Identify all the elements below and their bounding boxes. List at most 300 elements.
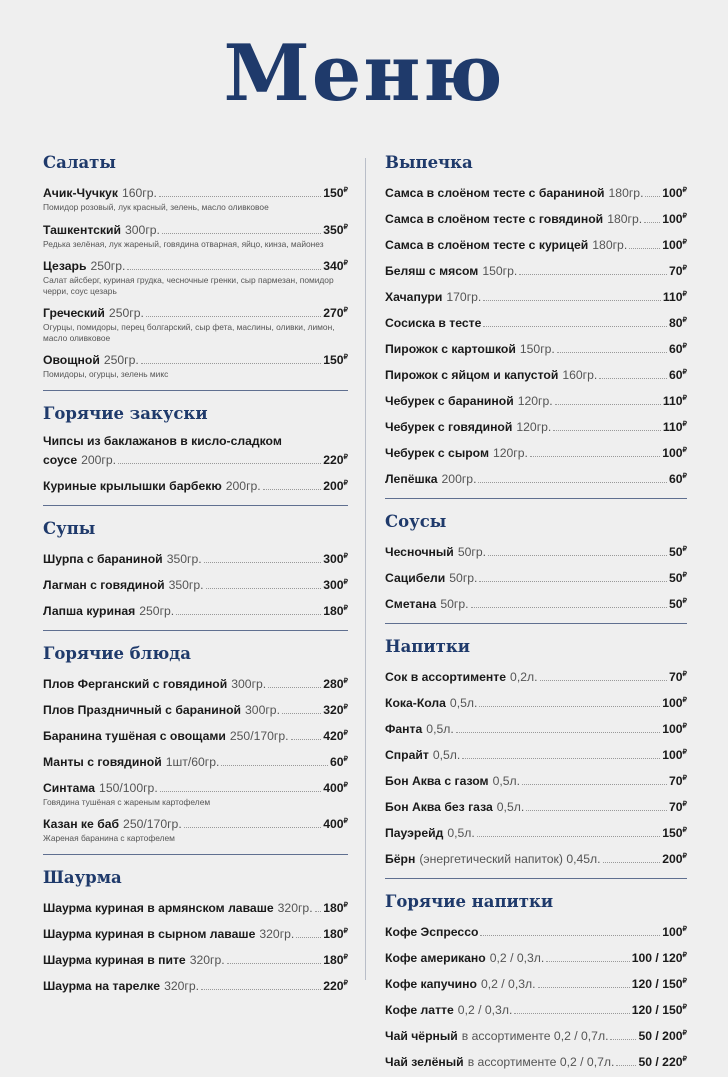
price-value: 70 — [668, 264, 683, 278]
item-price — [662, 822, 687, 842]
price-value: 60 — [668, 472, 683, 486]
item-weight: 1шт/60гр. — [165, 754, 220, 769]
menu-item — [385, 541, 687, 561]
item-row — [385, 312, 687, 332]
item-name: Чай зелёный — [385, 1055, 464, 1069]
item-weight: 300гр. — [245, 702, 280, 717]
item-price — [323, 182, 348, 202]
item-price — [663, 286, 687, 306]
item-price — [669, 593, 687, 613]
dot-leader — [479, 706, 660, 707]
menu-item — [385, 416, 687, 436]
dot-leader — [530, 456, 660, 457]
dot-leader — [555, 404, 661, 405]
item-weight: 250гр. — [139, 603, 175, 618]
section-title: Шаурма — [43, 867, 122, 887]
price-value: 100 — [662, 925, 683, 939]
item-price — [669, 364, 687, 384]
item-name: Плов Праздничный с бараниной — [43, 702, 242, 717]
item-weight: 120гр. — [516, 420, 552, 434]
item-weight: 0,5л. — [492, 774, 521, 788]
item-price — [662, 234, 687, 254]
item-name: Лепёшка — [385, 472, 438, 486]
item-weight: 0,2 / 0,3л. — [480, 977, 536, 991]
item-name: Фанта — [385, 722, 423, 736]
dot-leader — [546, 961, 629, 962]
menu-section — [43, 152, 348, 380]
item-weight: 0,2 / 0,3л. — [489, 951, 545, 965]
section-title: Напитки — [385, 637, 470, 656]
currency-sign: ₽ — [682, 291, 687, 298]
item-name: Бон Аква без газа — [385, 800, 493, 814]
item-weight: (энергетический напиток) 0,45л. — [419, 852, 601, 866]
price-value: 180 — [323, 926, 344, 941]
dot-leader — [479, 581, 667, 582]
price-value: 400 — [323, 780, 344, 795]
item-weight: 180гр. — [608, 186, 644, 200]
currency-sign: ₽ — [682, 473, 687, 480]
item-row — [385, 364, 687, 384]
item-name: Сацибели — [385, 571, 446, 585]
item-name: Самса в слоёном тесте с бараниной — [385, 186, 605, 200]
menu-item — [43, 923, 348, 943]
item-row — [385, 567, 687, 587]
item-weight: 180гр. — [592, 238, 628, 252]
menu-section — [385, 152, 687, 488]
dot-leader — [480, 935, 660, 936]
item-description: Помидор розовый, лук красный, зелень, масло оливковое — [43, 202, 269, 212]
currency-sign: ₽ — [682, 265, 687, 272]
item-row — [43, 725, 348, 745]
dot-leader — [557, 352, 667, 353]
item-price — [662, 208, 687, 228]
item-price — [323, 449, 348, 469]
currency-sign: ₽ — [682, 317, 687, 324]
item-price — [323, 949, 348, 969]
item-weight: 160гр. — [121, 186, 157, 200]
item-weight: 320гр. — [259, 926, 295, 941]
menu-item — [43, 475, 348, 495]
item-weight: 150гр. — [519, 342, 555, 356]
menu-item — [43, 548, 348, 568]
menu-section — [43, 867, 348, 995]
item-weight: 160гр. — [562, 368, 598, 382]
price-value: 100 / 120 — [631, 951, 683, 965]
item-row — [385, 973, 687, 993]
menu-item — [43, 673, 348, 693]
item-row — [385, 947, 687, 967]
dot-leader — [644, 222, 660, 223]
item-description: Салат айсберг, куриная грудка, чесночные гренки, сыр пармезан, помидор черри, соус цезарь — [43, 275, 334, 296]
menu-item — [385, 234, 687, 254]
dot-leader — [141, 363, 321, 364]
menu-item — [385, 442, 687, 462]
dot-leader — [201, 989, 321, 990]
item-row — [43, 255, 348, 275]
section-divider — [385, 878, 687, 879]
item-row — [385, 796, 687, 816]
item-name: Чесночный — [385, 545, 454, 559]
price-value: 100 — [662, 186, 683, 200]
dot-leader — [519, 274, 667, 275]
price-value: 120 / 150 — [631, 1003, 683, 1017]
price-value: 150 — [323, 186, 344, 200]
currency-sign: ₽ — [682, 926, 687, 933]
currency-sign: ₽ — [343, 818, 348, 825]
dot-leader — [291, 739, 322, 740]
currency-sign: ₽ — [682, 775, 687, 782]
section-title: Салаты — [43, 153, 116, 172]
item-row — [43, 182, 348, 202]
currency-sign: ₽ — [343, 703, 348, 711]
dot-leader — [629, 248, 660, 249]
item-price — [669, 468, 687, 488]
currency-sign: ₽ — [682, 395, 687, 402]
price-value: 180 — [323, 603, 344, 618]
menu-item — [385, 364, 687, 384]
item-description: Помидоры, огурцы, зелень микс — [43, 369, 169, 379]
dot-leader — [645, 196, 660, 197]
item-price — [323, 673, 348, 693]
currency-sign: ₽ — [682, 952, 687, 959]
price-value: 180 — [323, 900, 344, 915]
item-row — [43, 349, 348, 369]
price-value: 50 / 200 — [638, 1029, 683, 1043]
item-name: Лапша куриная — [43, 603, 136, 618]
item-row — [43, 600, 348, 620]
currency-sign: ₽ — [682, 853, 687, 860]
dot-leader — [118, 463, 321, 464]
item-price — [662, 718, 687, 738]
menu-section — [43, 403, 348, 495]
item-weight: 170гр. — [446, 290, 482, 304]
currency-sign: ₽ — [682, 978, 687, 985]
dot-leader — [522, 784, 667, 785]
item-weight: 50гр. — [440, 597, 469, 611]
item-weight: 250гр. — [90, 259, 126, 273]
item-description: Огурцы, помидоры, перец болгарский, сыр фета, маслины, оливки, лимон, масло оливковое — [43, 322, 335, 343]
menu-item — [385, 666, 687, 686]
currency-sign: ₽ — [682, 239, 687, 246]
price-value: 110 — [662, 394, 683, 408]
dot-leader — [296, 937, 321, 938]
currency-sign: ₽ — [682, 1004, 687, 1011]
menu-item — [385, 182, 687, 202]
dot-leader — [526, 810, 667, 811]
item-name: Шаурма куриная в пите — [43, 952, 186, 967]
dot-leader — [483, 300, 661, 301]
item-price — [323, 255, 348, 275]
currency-sign: ₽ — [682, 447, 687, 454]
menu-item — [43, 302, 348, 343]
price-value: 50 / 220 — [638, 1055, 683, 1069]
menu-item — [43, 219, 348, 250]
item-weight: 180гр. — [607, 212, 643, 226]
item-name: Синтама — [43, 780, 96, 795]
item-row — [385, 692, 687, 712]
item-name: Кофе Эспрессо — [385, 925, 479, 939]
item-name: Сок в ассортименте — [385, 670, 507, 684]
item-weight: 150/100гр. — [99, 780, 158, 795]
item-weight: 350гр. — [168, 577, 204, 592]
currency-sign: ₽ — [343, 187, 348, 194]
item-name: Кофе капучино — [385, 977, 477, 991]
item-price — [669, 338, 687, 358]
item-description: Редька зелёная, лук жареный, говядина отварная, яйцо, кинза, майонез — [43, 238, 324, 249]
item-row — [43, 219, 348, 239]
left-column — [43, 152, 348, 1001]
menu-item — [43, 975, 348, 995]
item-price — [662, 692, 687, 712]
dot-leader — [227, 963, 322, 964]
item-name: Беляш с мясом — [385, 264, 479, 278]
dot-leader — [471, 607, 667, 608]
menu-item — [43, 255, 348, 296]
item-weight: в ассортименте 0,2 / 0,7л. — [467, 1055, 615, 1069]
price-value: 300 — [323, 577, 344, 592]
item-price — [632, 973, 687, 993]
price-value: 280 — [323, 676, 344, 691]
menu-item — [43, 574, 348, 594]
currency-sign: ₽ — [343, 979, 348, 987]
dot-leader — [456, 732, 660, 733]
item-row — [385, 822, 687, 842]
item-weight: 0,5л. — [426, 722, 454, 736]
item-weight: 200гр. — [81, 452, 117, 467]
price-value: 220 — [323, 452, 344, 467]
dot-leader — [184, 827, 321, 828]
item-name: Баранина тушёная с овощами — [43, 728, 226, 743]
menu-item — [385, 796, 687, 816]
currency-sign: ₽ — [682, 749, 687, 756]
item-price — [669, 567, 687, 587]
item-weight: 0,5л. — [432, 748, 461, 762]
section-title: Соусы — [385, 512, 447, 531]
item-name: Греческий — [43, 306, 105, 320]
item-weight: 120гр. — [517, 394, 553, 408]
item-price — [323, 548, 348, 568]
item-row — [385, 234, 687, 254]
item-row — [43, 673, 348, 693]
item-name: Ачик-Чучкук — [43, 186, 118, 200]
item-price — [662, 921, 687, 941]
item-price — [669, 541, 687, 561]
column-divider — [365, 158, 366, 980]
item-name: Овощной — [43, 353, 100, 367]
item-row — [385, 286, 687, 306]
item-weight: 0,5л. — [447, 826, 475, 840]
item-price — [323, 475, 348, 495]
currency-sign: ₽ — [682, 421, 687, 428]
item-price — [669, 796, 687, 816]
menu-item — [385, 260, 687, 280]
price-value: 50 — [668, 597, 683, 611]
item-row — [43, 813, 348, 833]
dot-leader — [514, 1013, 629, 1014]
menu-item — [43, 777, 348, 808]
menu-item — [43, 433, 348, 469]
item-name: Пирожок с картошкой — [385, 342, 516, 356]
menu-item — [385, 822, 687, 842]
currency-sign: ₽ — [343, 755, 348, 763]
item-row — [385, 921, 687, 941]
item-row — [43, 699, 348, 719]
menu-item — [43, 182, 348, 213]
item-price — [669, 770, 687, 790]
item-row — [385, 182, 687, 202]
item-row — [43, 302, 348, 322]
currency-sign: ₽ — [343, 578, 348, 586]
item-description: Говядина тушёная с жареным картофелем — [43, 796, 211, 807]
section-divider — [385, 623, 687, 624]
price-value: 100 — [662, 696, 683, 710]
item-price — [662, 744, 687, 764]
dot-leader — [263, 489, 322, 490]
price-value: 100 — [662, 446, 683, 460]
item-weight: в ассортименте 0,2 / 0,7л. — [461, 1029, 609, 1043]
price-value: 60 — [668, 342, 683, 356]
item-price — [669, 260, 687, 280]
item-weight: 250гр. — [103, 353, 139, 367]
currency-sign: ₽ — [343, 901, 348, 909]
currency-sign: ₽ — [343, 260, 348, 267]
menu-item — [43, 949, 348, 969]
item-name: Кофе американо — [385, 951, 486, 965]
dot-leader — [538, 987, 630, 988]
item-weight: 150гр. — [482, 264, 518, 278]
currency-sign: ₽ — [682, 213, 687, 220]
item-weight: 320гр. — [277, 900, 313, 915]
dot-leader — [483, 326, 667, 327]
price-value: 400 — [323, 817, 344, 831]
item-name: Бон Аква с газом — [385, 774, 489, 788]
item-name: Лагман с говядиной — [43, 577, 165, 592]
item-name: Шаурма куриная в армянском лаваше — [43, 900, 274, 915]
item-price — [323, 600, 348, 620]
dot-leader — [127, 269, 321, 270]
currency-sign: ₽ — [682, 598, 687, 605]
item-price — [662, 182, 687, 202]
currency-sign: ₽ — [682, 343, 687, 350]
item-row — [385, 260, 687, 280]
item-row — [385, 1025, 687, 1045]
price-value: 220 — [323, 978, 344, 993]
menu-item — [43, 600, 348, 620]
price-value: 100 — [662, 238, 683, 252]
menu-section — [385, 891, 687, 1071]
item-name: Бёрн — [385, 852, 416, 866]
price-value: 150 — [662, 826, 683, 840]
currency-sign: ₽ — [343, 729, 348, 737]
price-value: 300 — [323, 551, 344, 566]
section-divider — [43, 390, 348, 391]
item-weight: 0,5л. — [449, 696, 478, 710]
item-weight: 300гр. — [125, 222, 160, 237]
menu-item — [385, 286, 687, 306]
currency-sign: ₽ — [682, 369, 687, 376]
dot-leader — [176, 614, 321, 615]
menu-section — [385, 636, 687, 868]
dot-leader — [204, 562, 322, 563]
price-value: 100 — [662, 722, 683, 736]
item-price — [632, 947, 687, 967]
price-value: 70 — [668, 670, 683, 684]
dot-leader — [206, 588, 322, 589]
price-value: 180 — [323, 952, 344, 967]
item-price — [662, 848, 687, 868]
item-price — [323, 725, 348, 745]
menu-item — [385, 718, 687, 738]
dot-leader — [488, 555, 667, 556]
item-weight: 0,2л. — [510, 670, 538, 684]
menu-item — [43, 751, 348, 771]
item-row — [43, 574, 348, 594]
section-divider — [43, 630, 348, 631]
currency-sign: ₽ — [682, 697, 687, 704]
currency-sign: ₽ — [682, 827, 687, 834]
item-row — [43, 475, 348, 495]
dot-leader — [268, 687, 321, 688]
menu-section — [43, 518, 348, 620]
item-name: Пауэрейд — [385, 826, 444, 840]
item-price — [323, 349, 348, 369]
currency-sign: ₽ — [343, 552, 348, 560]
price-value: 200 — [662, 852, 683, 866]
item-weight: 120гр. — [492, 446, 528, 460]
item-price — [323, 777, 348, 797]
item-row — [385, 416, 687, 436]
item-row — [43, 548, 348, 568]
item-name: Кока-Кола — [385, 696, 446, 710]
menu-item — [385, 947, 687, 967]
item-row — [43, 975, 348, 995]
item-name: Ташкентский — [43, 222, 121, 237]
item-row — [385, 999, 687, 1019]
currency-sign: ₽ — [343, 604, 348, 612]
menu-item — [385, 1051, 687, 1071]
section-title: Горячие напитки — [385, 892, 554, 911]
item-weight: 250/170гр. — [123, 817, 182, 831]
currency-sign: ₽ — [682, 1030, 687, 1037]
item-price — [330, 751, 348, 771]
currency-sign: ₽ — [682, 1056, 687, 1063]
item-name: Чай чёрный — [385, 1029, 458, 1043]
item-row — [385, 541, 687, 561]
item-price — [663, 416, 687, 436]
menu-item — [385, 692, 687, 712]
item-price — [663, 390, 687, 410]
price-value: 80 — [668, 316, 683, 330]
dot-leader — [462, 758, 660, 759]
currency-sign: ₽ — [682, 671, 687, 678]
section-title: Горячие блюда — [43, 643, 191, 663]
price-value: 420 — [323, 728, 344, 743]
dot-leader — [221, 765, 328, 766]
dot-leader — [160, 791, 321, 792]
dot-leader — [315, 911, 322, 912]
price-value: 50 — [668, 571, 683, 585]
menu-item — [385, 999, 687, 1019]
item-row — [385, 390, 687, 410]
dot-leader — [603, 862, 661, 863]
price-value: 340 — [323, 259, 344, 273]
item-name: Чебурек с сыром — [385, 446, 489, 460]
item-name: Плов Ферганский с говядиной — [43, 676, 228, 691]
item-name: Сосиска в тесте — [385, 316, 482, 330]
item-description: Жареная баранина с картофелем — [43, 833, 175, 843]
menu-section — [43, 643, 348, 844]
item-price — [323, 219, 348, 239]
